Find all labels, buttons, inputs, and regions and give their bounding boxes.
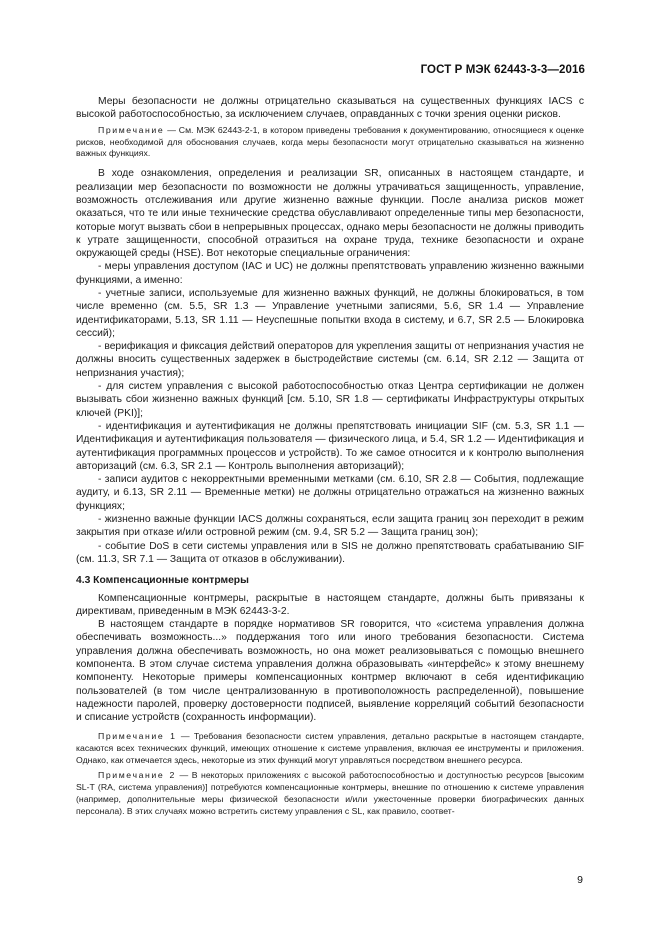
- note: [76, 125, 584, 161]
- note-label: Примечание 1: [98, 731, 177, 742]
- list-item: - жизненно важные функции IACS должны сохраняться, если защита границ зон переходит в режим закрытия при отказе и/или островной режим (см. 9.4, SR 5.2 — Защита границ зон);: [76, 514, 584, 539]
- note-text: — См. МЭК 62443-2-1, в котором приведены требования к документированию, относящиеся к оценке рисков, необходимой для обоснования случаев, когда меры безопасности могут отрицательно сказываться на жизненно важных функциях.: [76, 124, 584, 159]
- note-text: — Требования безопасности систем управления, детально раскрытые в настоящем стандарте, касаются всех технических функций, имеющих отношение к системе управления, включая ее инструменты и приложения. Однако, как отмечается здесь, некоторые из этих функций могут управляться посредством внешнего ресурса.: [76, 731, 585, 766]
- paragraph: Меры безопасности не должны отрицательно сказываться на существенных функциях IACS с высокой работоспособностью, за исключением случаев, оправданных с точки зрения оценки рисков.: [76, 96, 584, 121]
- list-item: - записи аудитов с некорректными временными метками (см. 6.10, SR 2.8 — События, подлежащие аудиту, и 6.13, SR 2.11 — Временные метки) не должны отрицательно отражаться на жизненно важных функциях;: [76, 474, 584, 512]
- list-item: - для систем управления с высокой работоспособностью отказ Центра сертификации не должен вызывать сбои жизненно важных функций [см. 5.10, SR 1.8 — сертификаты Инфраструктуры открытых ключей (PKI)];: [76, 381, 584, 419]
- paragraph: Компенсационные контрмеры, раскрытые в настоящем стандарте, должны быть привязаны к директивам, приведенным в МЭК 62443-3-2.: [76, 592, 584, 617]
- paragraph: В ходе ознакомления, определения и реализации SR, описанных в настоящем стандарте, и реализации мер безопасности по возможности не должны утрачиваться защищенность, управление, возможность отслеживания или другие жизненно важные функции. После анализа рисков может оказаться, что те или иные технические средства обуславливают определенные типы мер безопасности, которые могут вызвать сбои в непрерывных процессах, однако меры безопасности не должны приводить к утрате защищенности, способной отразиться на охране труда, технике безопасности и охране окружающей среды (HSE). Вот некоторые специальные ограничения:: [76, 168, 584, 260]
- note: [76, 770, 584, 818]
- paragraph: В настоящем стандарте в порядке нормативов SR говорится, что «система управления должна обеспечивать возможность...» поддержания того или иного требования безопасности. Система управления должна обеспечивать возможность, но она может реализовываться с помощью внешнего компонента. В этом случае система управления должна образовывать «интерфейс» к этому внешнему компоненту. Некоторые примеры компенсационных контрмер включают в себя идентификацию пользователей (в том числе централизованную в противоположность распределенной), повышение надежности паролей, проверку достоверности подписей, выявление корреляций событий безопасности и списание устройств (сохранность информации).: [76, 619, 584, 724]
- list-item: - учетные записи, используемые для жизненно важных функций, не должны блокироваться, в том числе временно (см. 5.5, SR 1.3 — Управление учетными записями, 5.6, SR 1.4 — Управление идентификаторами, 5.13, SR 1.11 — Неуспешные попытки входа в систему, и 6.7, SR 2.5 — Блокировка сессий);: [76, 287, 584, 339]
- list-item: - меры управления доступом (IAC и UC) не должны препятствовать управлению жизненно важными функциями, а именно:: [76, 261, 584, 286]
- list-item: - верификация и фиксация действий операторов для укрепления защиты от непризнания участия не должны вносить существенных задержек в быстродействие системы (см. 6.14, SR 2.12 — Защита от непризнания участия);: [76, 341, 584, 379]
- section-heading: 4.3 Компенсационные контрмеры: [76, 575, 249, 587]
- list-item: - идентификация и аутентификация не должны препятствовать инициации SIF (см. 5.3, SR 1.1 — Идентификация и аутентификация пользователя — физического лица, и 5.4, SR 1.2 — Идентификация и аутентификация программных процессов и устройств). То же самое относится и к контролю выполнения авторизаций (см. 6.3, SR 2.1 — Контроль выполнения авторизаций);: [76, 420, 584, 472]
- page-content: [76, 95, 584, 821]
- list-item: - событие DoS в сети системы управления или в SIS не должно препятствовать срабатыванию SIF (см. 11.3, SR 7.1 — Защита от отказов в обслуживании).: [76, 540, 584, 565]
- note-text: — В некоторых приложениях с высокой работоспособностью и доступностью ресурсов [высоким SL-T (RA, система управления)] потребуются компенсационные контрмеры, внешние по отношению к системе управления (например, дополнительные меры физической безопасности и/или ужесточенные проверки биографических данных персонала). В этих случаях можно встретить систему управления с SL, как правило, соответ-: [76, 770, 585, 816]
- document-header: ГОСТ Р МЭК 62443-3-3—2016: [420, 64, 585, 76]
- note-label: Примечание: [98, 124, 165, 135]
- page-number: 9: [577, 874, 583, 886]
- note: [76, 731, 584, 767]
- note-label: Примечание 2: [98, 770, 176, 781]
